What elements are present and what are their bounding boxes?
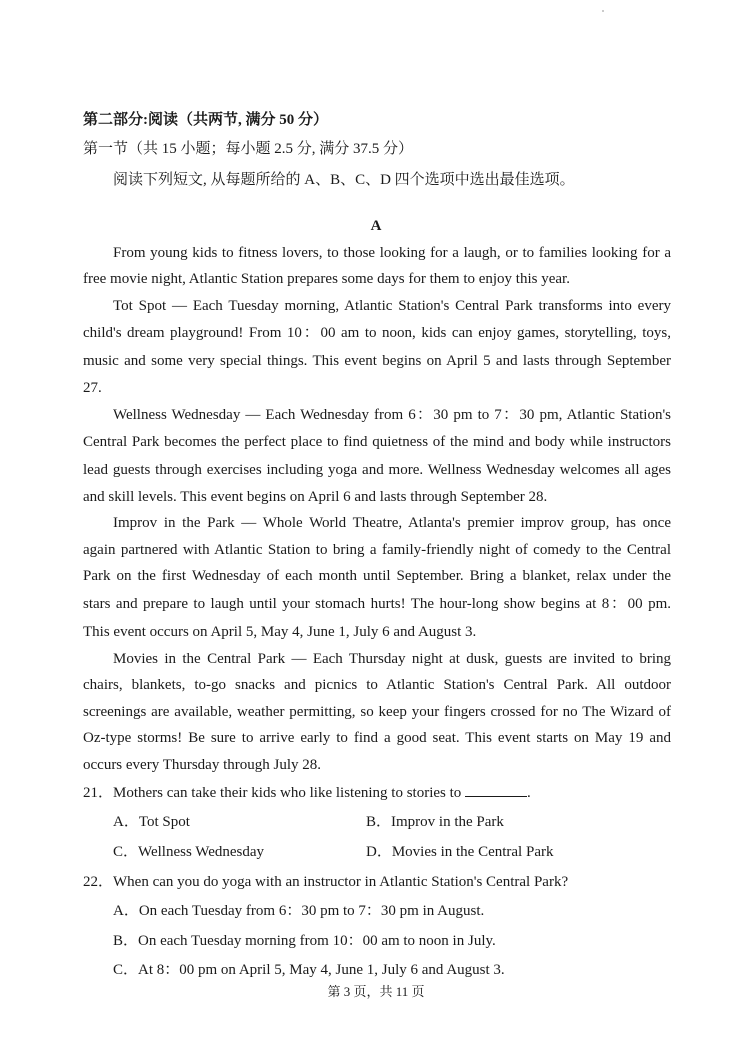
scan-speck (602, 10, 604, 12)
passage-line: 27. (83, 380, 102, 396)
section-heading: 第二部分:阅读（共两节, 满分 50 分） (83, 112, 328, 128)
instructions: 阅读下列短文, 从每题所给的 A、B、C、D 四个选项中选出最佳选项。 (113, 172, 575, 188)
passage-line: Central Park becomes the perfect place to find quietness of the mind and body while instructors (83, 434, 671, 450)
passage-line: From young kids to fitness lovers, to those looking for a laugh, or to families looking for a (113, 245, 671, 261)
answer-blank (465, 782, 527, 797)
passage-line: Oz-type storms! Be sure to arrive early to find a good seat. This event starts on May 19 and (83, 730, 671, 746)
passage-line: Park on the first Wednesday of each month until September. Bring a blanket, relax under the (83, 568, 671, 584)
part-heading: 第一节（共 15 小题；每小题 2.5 分, 满分 37.5 分） (83, 141, 414, 157)
passage-line: chairs, blankets, to-go snacks and picnics to Atlantic Station's Central Park. All outdoor (83, 677, 671, 693)
question-21-text: 21．Mothers can take their kids who like listening to stories to (83, 785, 462, 801)
question-22-stem: 22．When can you do yoga with an instructor in Atlantic Station's Central Park? (83, 874, 569, 890)
passage-line: child's dream playground! From 10：00 am to noon, kids can enjoy games, storytelling, toys, (83, 325, 671, 341)
question-22-option-a: A．On each Tuesday from 6：30 pm to 7：30 pm in August. (113, 903, 485, 919)
question-21-option-b: B．Improv in the Park (366, 814, 504, 830)
question-22-option-c: C．At 8：00 pm on April 5, May 4, June 1, July 6 and August 3. (113, 962, 505, 978)
passage-line: This event occurs on April 5, May 4, June 1, July 6 and August 3. (83, 624, 477, 640)
passage-line: occurs every Thursday through July 28. (83, 757, 322, 773)
passage-line: stars and prepare to laugh until your stomach hurts! The hour-long show begins at 8：00 pm. (83, 596, 671, 612)
passage-line: free movie night, Atlantic Station prepares some days for them to enjoy this year. (83, 271, 570, 287)
passage-line: Movies in the Central Park — Each Thursday night at dusk, guests are invited to bring (113, 651, 671, 667)
question-21-stem (83, 782, 671, 803)
question-21-end: . (527, 785, 531, 801)
passage-line: screenings are available, weather permitting, so keep your fingers crossed for no The Wizard of (83, 704, 671, 720)
passage-line: music and some very special things. This event begins on April 5 and lasts through September (83, 353, 671, 369)
passage-line: again partnered with Atlantic Station to bring a family-friendly night of comedy to the Central (83, 542, 671, 558)
passage-line: Wellness Wednesday — Each Wednesday from 6：30 pm to 7：30 pm, Atlantic Station's (113, 407, 671, 423)
passage-line: lead guests through exercises including yoga and more. Wellness Wednesday welcomes all ages (83, 462, 671, 478)
page-footer: 第 3 页，共 11 页 (327, 984, 425, 999)
passage-line: and skill levels. This event begins on April 6 and lasts through September 28. (83, 489, 548, 505)
question-21-option-d: D．Movies in the Central Park (366, 844, 554, 860)
passage-line: Tot Spot — Each Tuesday morning, Atlantic Station's Central Park transforms into every (113, 298, 671, 314)
question-22-option-b: B．On each Tuesday morning from 10：00 am to noon in July. (113, 933, 496, 949)
passage-label: A (370, 218, 382, 234)
question-21-option-c: C．Wellness Wednesday (113, 844, 265, 860)
passage-line: Improv in the Park — Whole World Theatre, Atlanta's premier improv group, has once (113, 515, 671, 531)
question-21-option-a: A．Tot Spot (113, 814, 190, 830)
